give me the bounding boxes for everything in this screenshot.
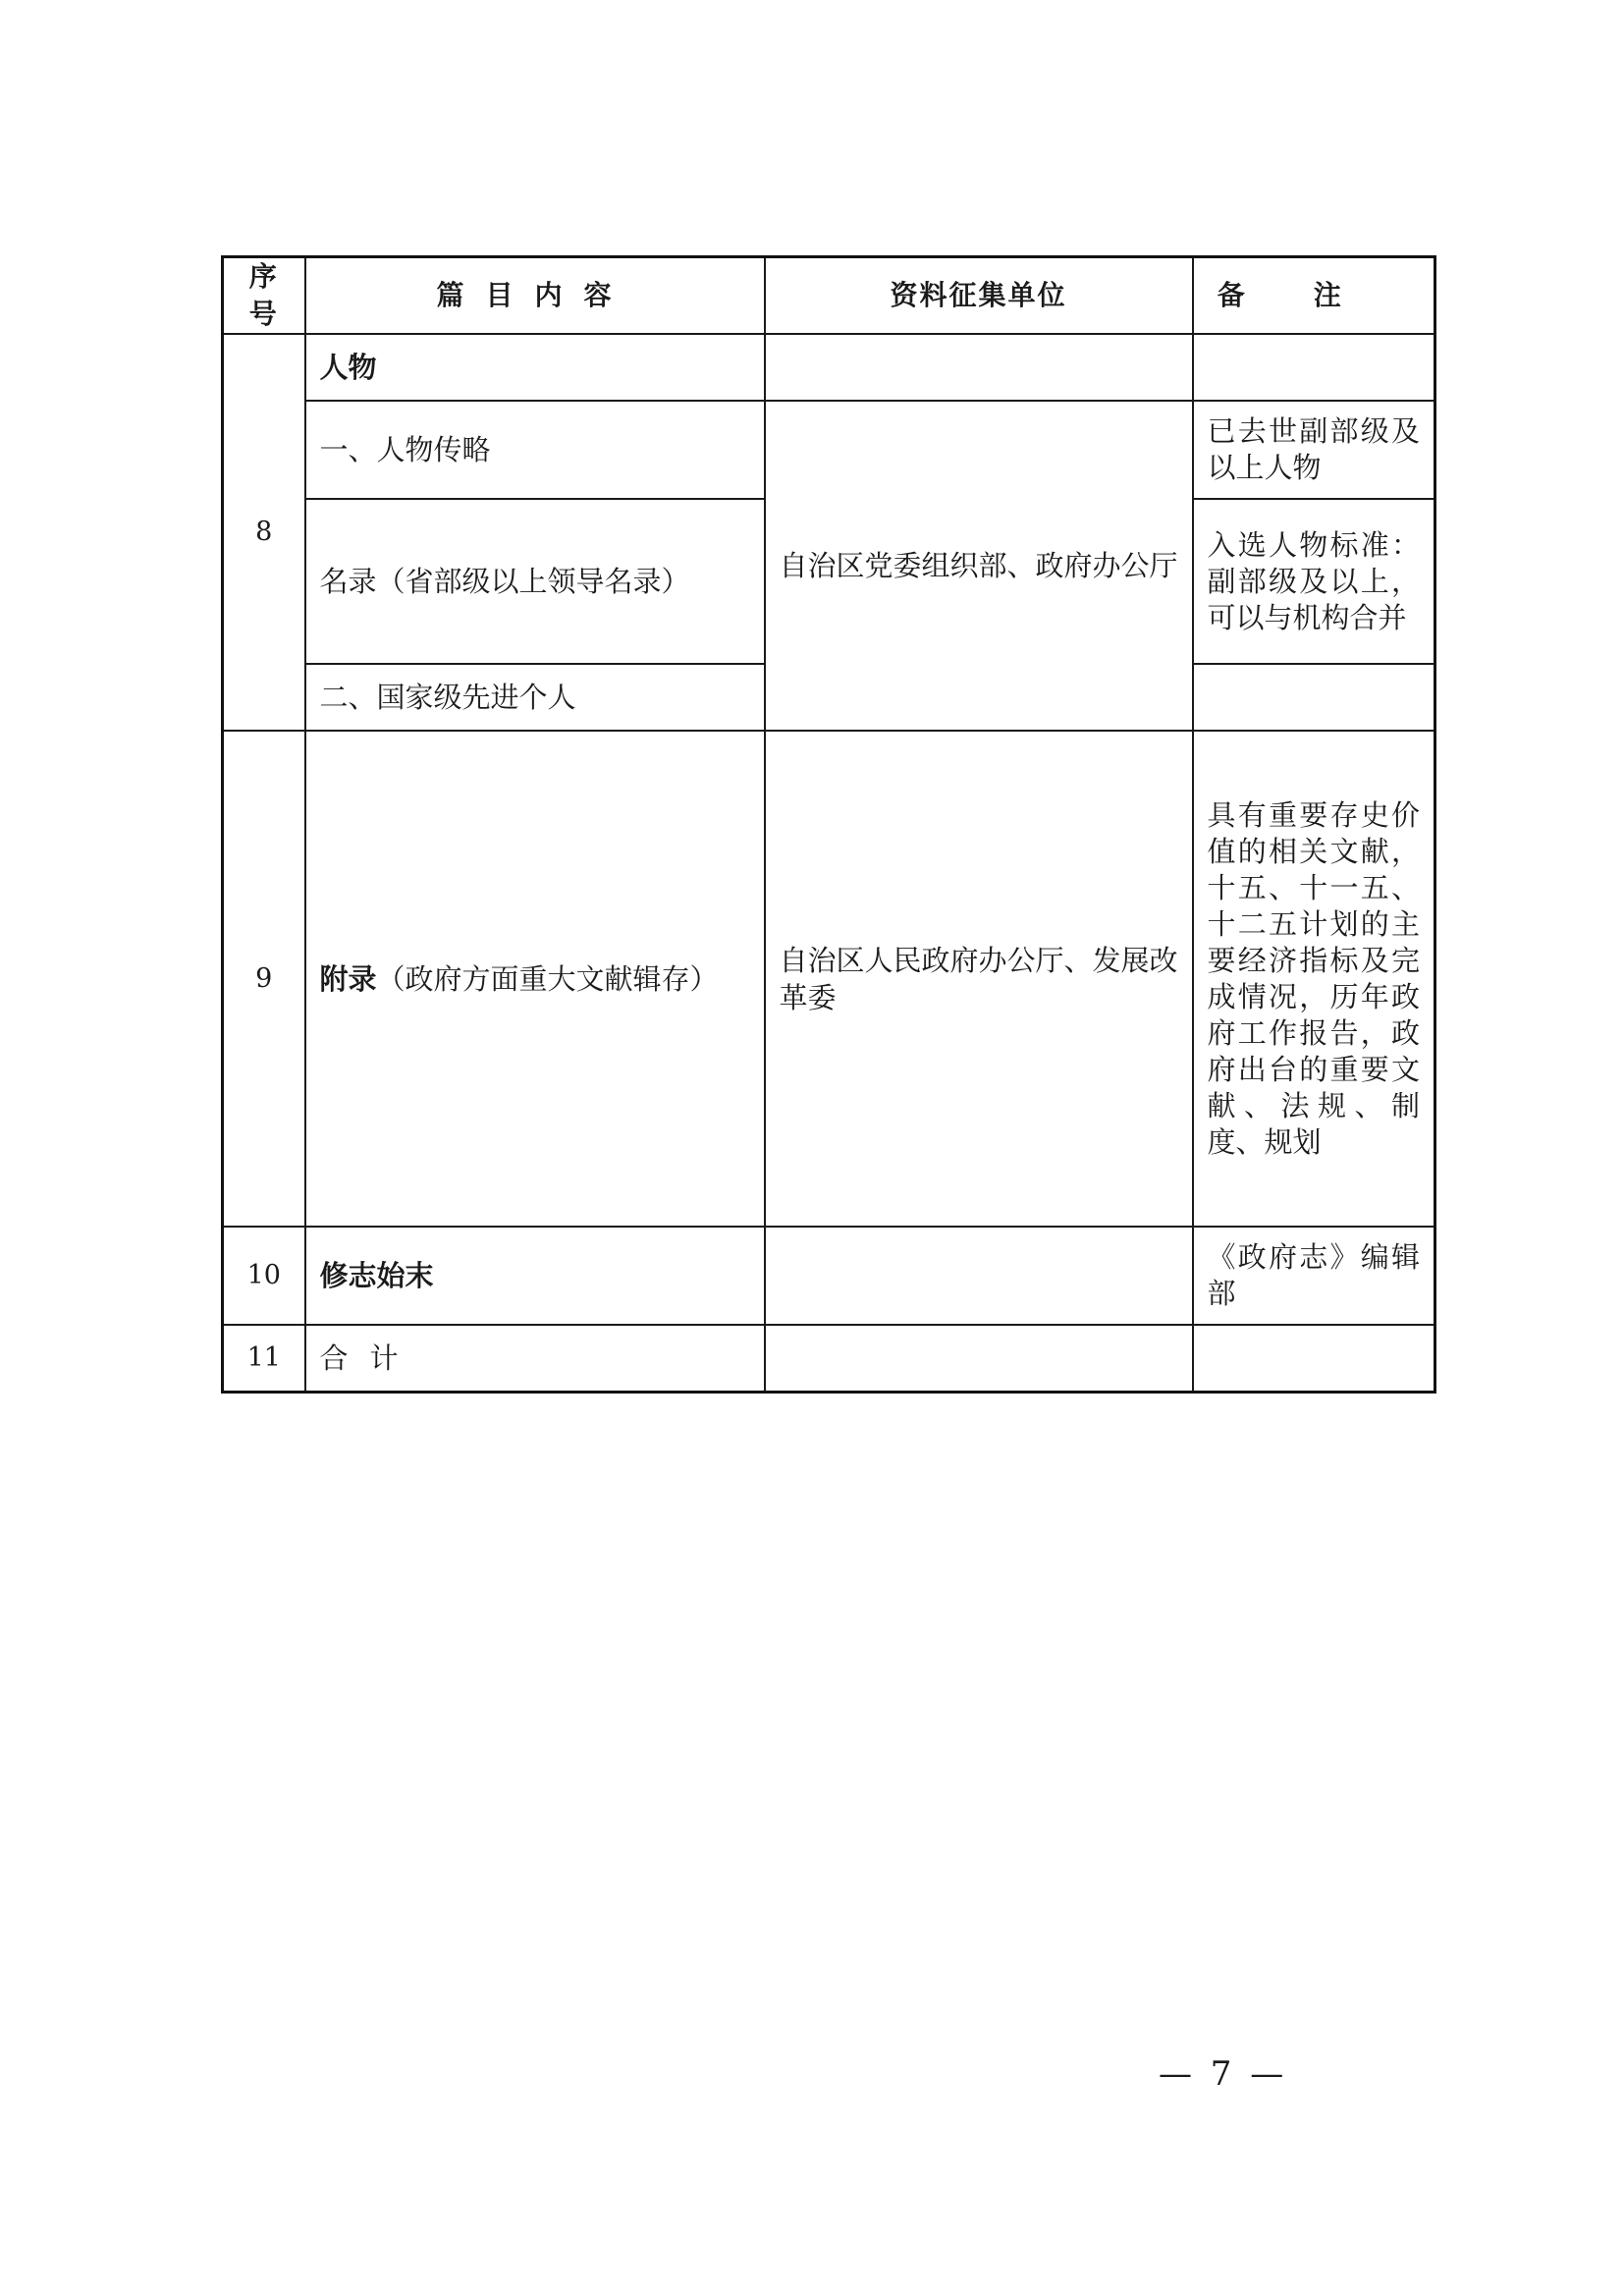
header-unit: 资料征集单位: [765, 257, 1193, 335]
page-number: — 7 —: [1159, 2054, 1288, 2094]
table-row: [223, 1227, 1435, 1325]
content-cell: 名录（省部级以上领导名录）: [305, 499, 765, 664]
unit-cell: [765, 334, 1193, 401]
remark-cell: 已去世副部级及以上人物: [1193, 401, 1435, 499]
header-remark: 备注: [1193, 257, 1435, 335]
section-title: 修志始末: [305, 1227, 765, 1325]
unit-cell: 自治区党委组织部、政府办公厅: [765, 401, 1193, 731]
section-title-suffix: （政府方面重大文献辑存）: [376, 961, 719, 996]
remark-cell: [1193, 334, 1435, 401]
table-row: [223, 401, 1435, 499]
unit-cell: [765, 1227, 1193, 1325]
header-content: 篇目内容: [305, 257, 765, 335]
content-cell: [305, 1325, 765, 1392]
table-row: [223, 1325, 1435, 1392]
content-cell: [305, 731, 765, 1227]
header-seq: 序号: [223, 257, 305, 335]
seq-cell: 10: [223, 1227, 305, 1325]
seq-cell: 8: [223, 334, 305, 731]
unit-cell: 自治区人民政府办公厅、发展改革委: [765, 731, 1193, 1227]
table-row: [223, 731, 1435, 1227]
section-title: 附录: [319, 961, 377, 996]
content-cell: 一、人物传略: [305, 401, 765, 499]
table-row: [223, 334, 1435, 401]
remark-cell: 入选人物标准：副部级及以上，可以与机构合并: [1193, 499, 1435, 664]
unit-cell: [765, 1325, 1193, 1392]
remark-cell: [1193, 664, 1435, 731]
header-row: [223, 257, 1435, 335]
section-title: 合计: [319, 1340, 420, 1375]
catalog-table: [221, 255, 1436, 1394]
content-cell: 二、国家级先进个人: [305, 664, 765, 731]
seq-cell: 9: [223, 731, 305, 1227]
remark-cell: 具有重要存史价值的相关文献，十五、十一五、十二五计划的主要经济指标及完成情况，历年政府工作报告，政府出台的重要文献、法规、制度、规划: [1193, 731, 1435, 1227]
seq-cell: 11: [223, 1325, 305, 1392]
section-title: 人物: [305, 334, 765, 401]
remark-cell: 《政府志》编辑部: [1193, 1227, 1435, 1325]
remark-cell: [1193, 1325, 1435, 1392]
